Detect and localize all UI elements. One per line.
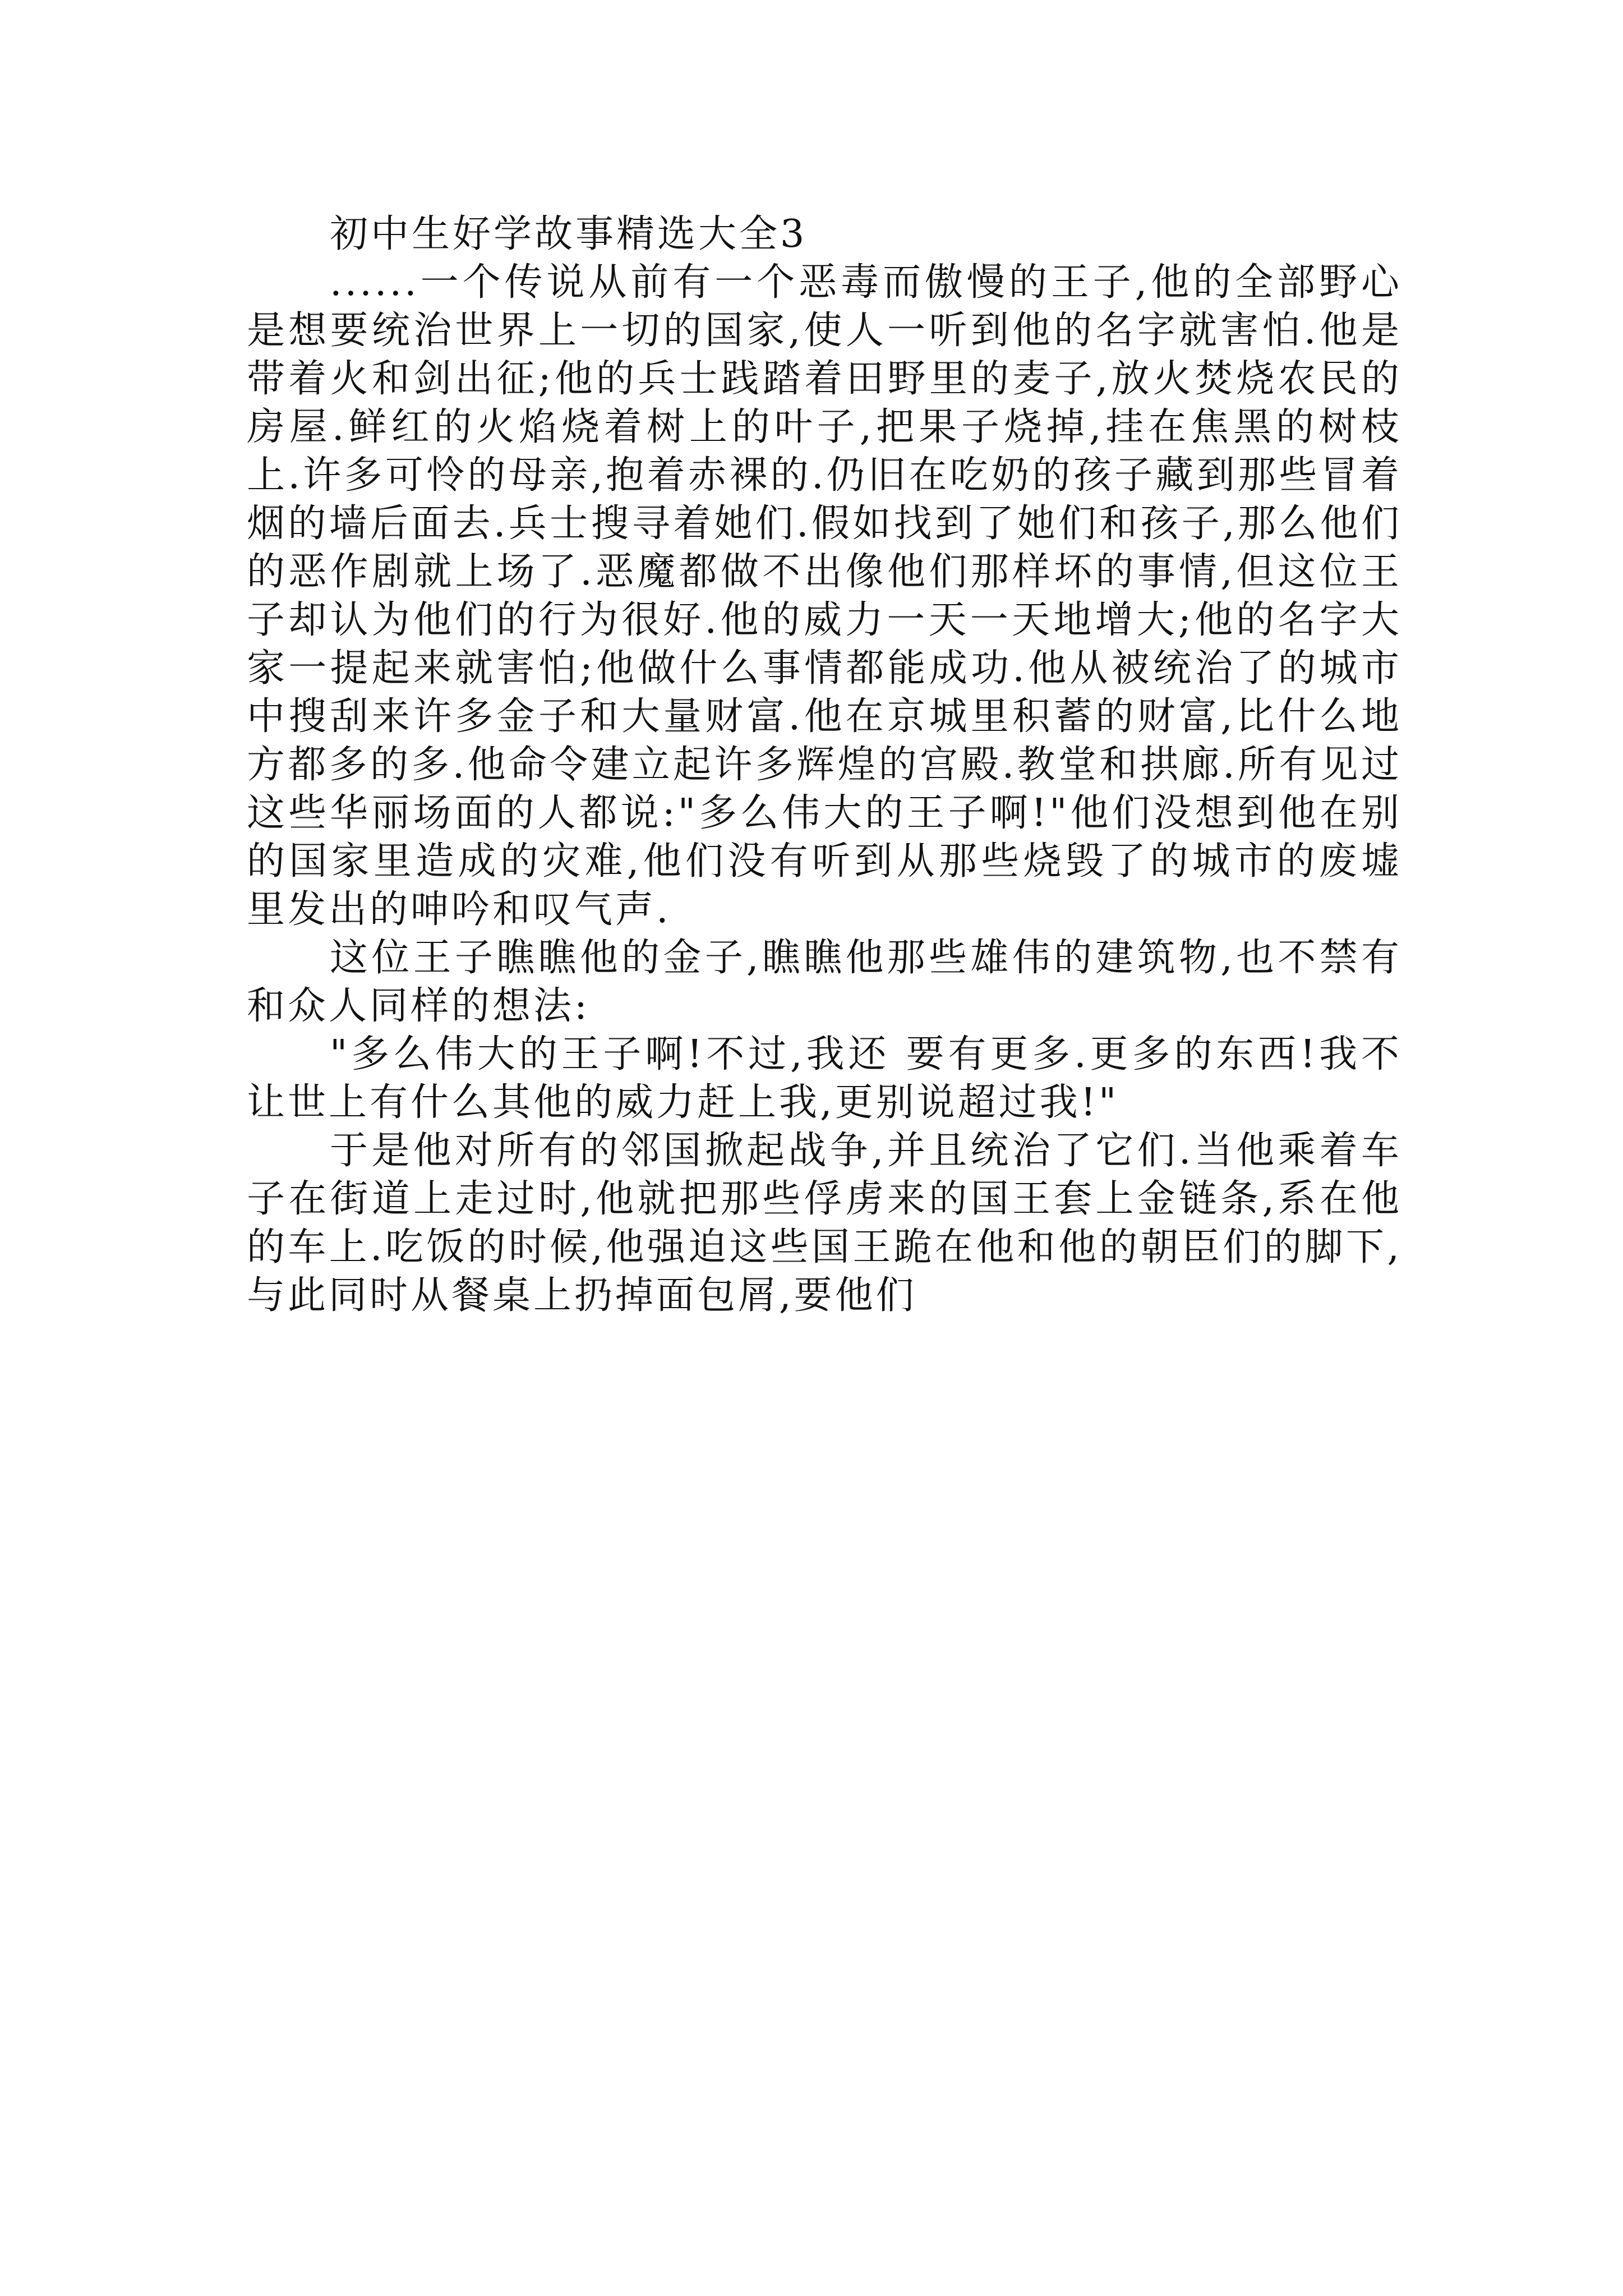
document-body: [247, 210, 1402, 1320]
paragraph-war-on-neighbors: 于是他对所有的邻国掀起战争,并且统治了它们.当他乘着车子在街道上走过时,他就把那些俘虏来的国王套上金链条,系在他的车上.吃饭的时候,他强迫这些国王跪在他和他的朝臣们的脚下,与此同时从餐桌上扔掉面包屑,要他们: [247, 1129, 1402, 1318]
document-title: 初中生好学故事精选大全3: [330, 212, 808, 256]
paragraph-prince-reflection: 这位王子瞧瞧他的金子,瞧瞧他那些雄伟的建筑物,也不禁有和众人同样的想法:: [247, 936, 1402, 1028]
paragraph-prince-quote: "多么伟大的王子啊!不过,我还 要有更多.更多的东西!我不让世上有什么其他的威力赶上我,更别说超过我!": [247, 1032, 1402, 1125]
paragraph-story-intro: ......一个传说从前有一个恶毒而傲慢的王子,他的全部野心是想要统治世界上一切的国家,使人一听到他的名字就害怕.他是带着火和剑出征;他的兵士践踏着田野里的麦子,放火焚烧农民的房屋.鲜红的火焰烧着树上的叶子,把果子烧掉,挂在焦黑的树枝上.许多可怜的母亲,抱着赤裸的.仍旧在吃奶的孩子藏到那些冒着烟的墙后面去.兵士搜寻着她们.假如找到了她们和孩子,那么他们的恶作剧就上场了.恶魔都做不出像他们那样坏的事情,但这位王子却认为他们的行为很好.他的威力一天一天地增大;他的名字大家一提起来就害怕;他做什么事情都能成功.他从被统治了的城市中搜刮来许多金子和大量财富.他在京城里积蓄的财富,比什么地方都多的多.他命令建立起许多辉煌的宫殿.教堂和拱廊.所有见过这些华丽场面的人都说:"多么伟大的王子啊!"他们没想到他在别的国家里造成的灾难,他们没有听到从那些烧毁了的城市的废墟里发出的呻吟和叹气声.: [247, 260, 1402, 932]
